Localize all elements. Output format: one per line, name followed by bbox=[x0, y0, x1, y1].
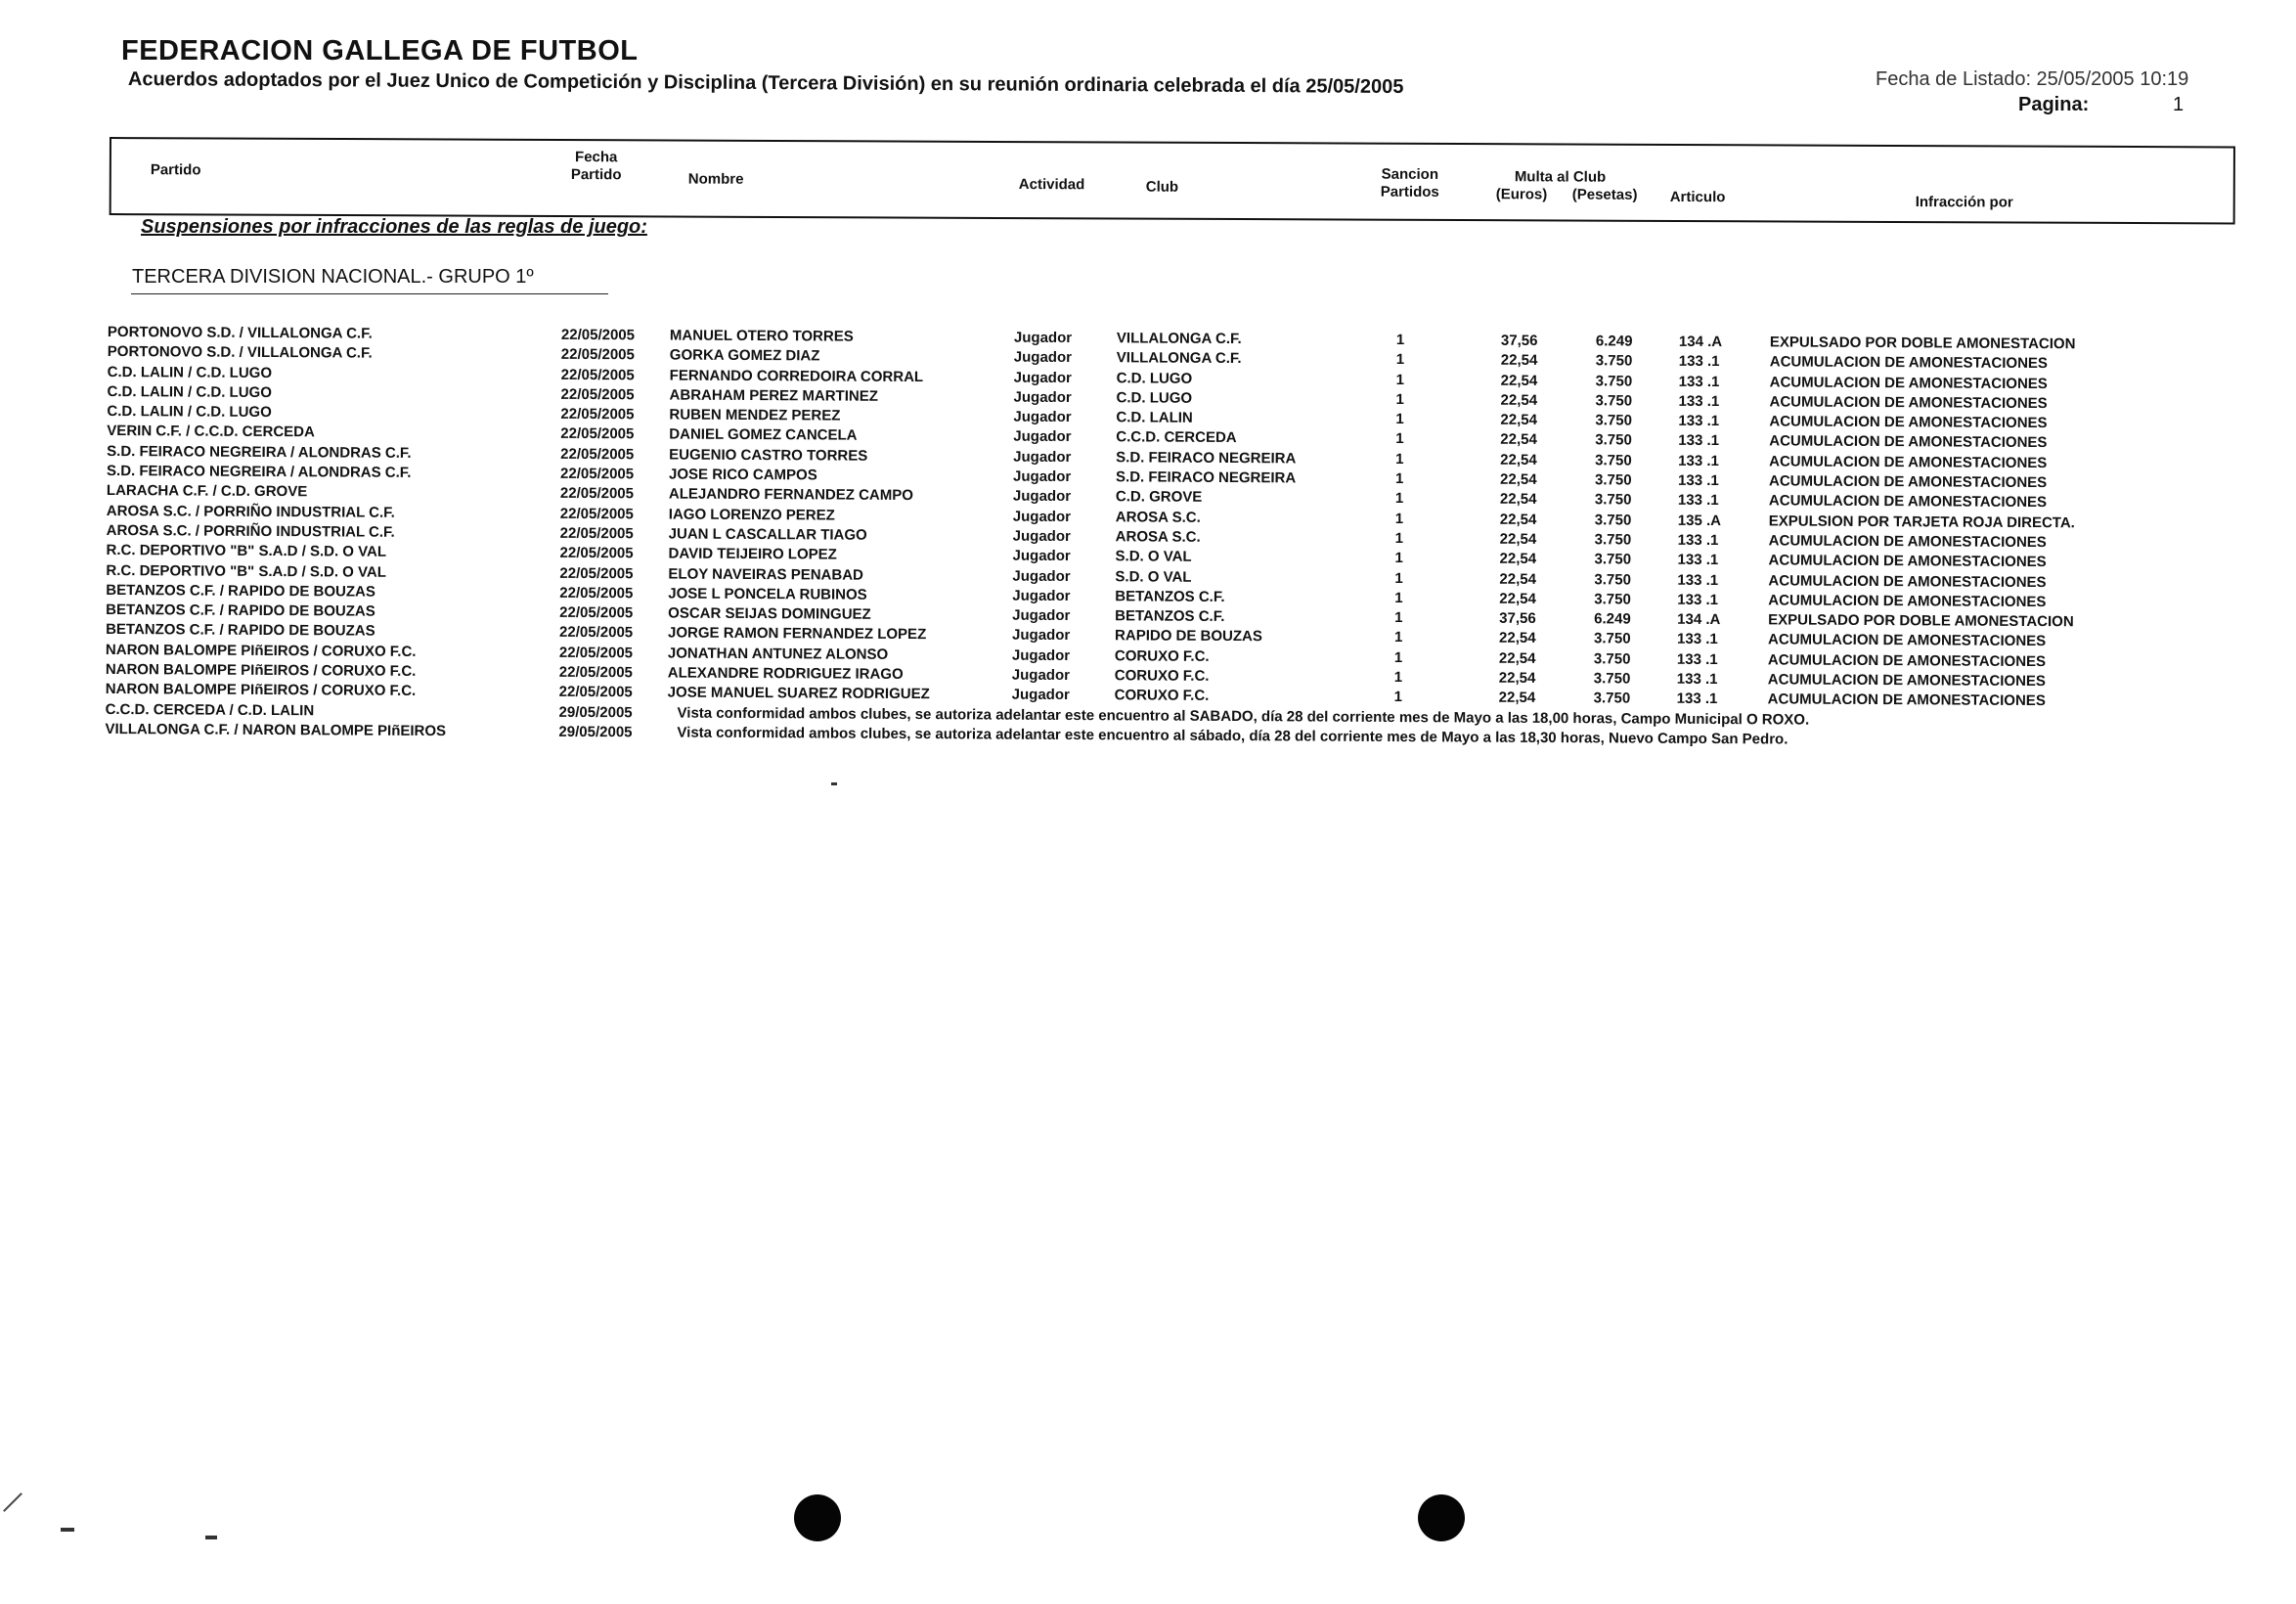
cell-euros: 22,54 bbox=[1499, 491, 1537, 509]
cell-article: 133 .1 bbox=[1678, 452, 1719, 469]
cell-infraction: ACUMULACION DE AMONESTACIONES bbox=[1768, 492, 2048, 512]
cell-date: 22/05/2005 bbox=[560, 425, 635, 443]
cell-match: PORTONOVO S.D. / VILLALONGA C.F. bbox=[107, 324, 373, 342]
cell-pesetas: 3.750 bbox=[1595, 352, 1633, 370]
cell-match: NARON BALOMPE PIñEIROS / CORUXO F.C. bbox=[105, 661, 417, 680]
cell-match: S.D. FEIRACO NEGREIRA / ALONDRAS C.F. bbox=[107, 463, 412, 481]
punch-hole-right bbox=[1418, 1494, 1465, 1541]
cell-sanction: 1 bbox=[1394, 510, 1404, 527]
cell-article: 133 .1 bbox=[1678, 373, 1720, 390]
cell-date: 22/05/2005 bbox=[559, 485, 635, 503]
cell-pesetas: 3.750 bbox=[1595, 392, 1633, 410]
cell-club: VILLALONGA C.F. bbox=[1116, 349, 1242, 368]
cell-pesetas: 3.750 bbox=[1594, 511, 1632, 529]
cell-sanction: 1 bbox=[1394, 569, 1403, 587]
cell-euros: 22,54 bbox=[1498, 690, 1536, 707]
cell-article: 133 .1 bbox=[1677, 471, 1719, 490]
cell-pesetas: 3.750 bbox=[1593, 650, 1631, 668]
cell-date: 22/05/2005 bbox=[558, 644, 634, 662]
cell-match: AROSA S.C. / PORRIÑO INDUSTRIAL C.F. bbox=[106, 521, 395, 541]
cell-infraction: ACUMULACION DE AMONESTACIONES bbox=[1769, 432, 2048, 452]
sanctions-table bbox=[105, 324, 2210, 753]
cell-pesetas: 3.750 bbox=[1595, 431, 1632, 450]
cell-name: DAVID TEIJEIRO LOPEZ bbox=[668, 545, 837, 563]
col-fecha-line2: Partido bbox=[570, 166, 622, 184]
cell-activity: Jugador bbox=[1012, 587, 1071, 604]
cell-infraction: ACUMULACION DE AMONESTACIONES bbox=[1769, 353, 2049, 373]
cell-club: C.D. LUGO bbox=[1116, 369, 1193, 387]
cell-sanction: 1 bbox=[1395, 470, 1404, 488]
cell-club: S.D. FEIRACO NEGREIRA bbox=[1116, 468, 1297, 487]
cell-club: S.D. O VAL bbox=[1115, 567, 1192, 586]
cell-date: 22/05/2005 bbox=[558, 663, 633, 682]
cell-infraction: EXPULSADO POR DOBLE AMONESTACION bbox=[1769, 334, 2076, 353]
col-sancion-line1: Sancion bbox=[1381, 165, 1439, 183]
cell-date: 22/05/2005 bbox=[559, 564, 634, 582]
cell-article: 133 .1 bbox=[1677, 492, 1719, 510]
cell-match: BETANZOS C.F. / RAPIDO DE BOUZAS bbox=[106, 581, 375, 601]
cell-sanction: 1 bbox=[1395, 371, 1405, 388]
cell-infraction: ACUMULACION DE AMONESTACIONES bbox=[1769, 413, 2048, 432]
cell-name: ELOY NAVEIRAS PENABAD bbox=[668, 565, 863, 584]
col-sancion-line2: Partidos bbox=[1380, 183, 1439, 200]
cell-club: BETANZOS C.F. bbox=[1115, 588, 1225, 605]
cell-activity: Jugador bbox=[1012, 527, 1071, 545]
cell-match: C.D. LALIN / C.D. LUGO bbox=[107, 403, 272, 422]
cell-date: 22/05/2005 bbox=[560, 385, 635, 404]
cell-article: 133 .1 bbox=[1678, 392, 1720, 410]
document-subtitle: Acuerdos adoptados por el Juez Unico de Competición y Disciplina (Tercera División) en su reunión ordinaria celebrada el día 25/05/2005 bbox=[127, 68, 1404, 98]
cell-activity: Jugador bbox=[1011, 646, 1071, 664]
col-sancion-partidos bbox=[1381, 166, 1439, 201]
cell-sanction: 1 bbox=[1394, 629, 1403, 646]
note-date: 29/05/2005 bbox=[558, 703, 633, 721]
cell-euros: 22,54 bbox=[1500, 411, 1538, 429]
cell-sanction: 1 bbox=[1395, 411, 1404, 428]
cell-activity: Jugador bbox=[1012, 606, 1071, 625]
col-club: Club bbox=[1145, 178, 1179, 196]
cell-euros: 22,54 bbox=[1499, 630, 1536, 647]
cell-match: LARACHA C.F. / C.D. GROVE bbox=[106, 482, 308, 501]
cell-sanction: 1 bbox=[1394, 550, 1403, 567]
cell-date: 22/05/2005 bbox=[560, 406, 635, 423]
section-title: Suspensiones por infracciones de las reglas de juego: bbox=[141, 216, 647, 238]
cell-match: R.C. DEPORTIVO "B" S.A.D / S.D. O VAL bbox=[106, 561, 386, 581]
group-title-underline bbox=[131, 293, 608, 294]
col-fecha-partido bbox=[571, 149, 622, 184]
cell-date: 22/05/2005 bbox=[559, 584, 634, 602]
cell-sanction: 1 bbox=[1394, 609, 1403, 627]
cell-activity: Jugador bbox=[1013, 329, 1073, 347]
cell-activity: Jugador bbox=[1013, 369, 1072, 386]
cell-pesetas: 3.750 bbox=[1594, 471, 1632, 489]
cell-club: VILLALONGA C.F. bbox=[1116, 330, 1242, 348]
page-label: Pagina: bbox=[2018, 94, 2090, 115]
cell-infraction: ACUMULACION DE AMONESTACIONES bbox=[1768, 472, 2048, 492]
cell-club: S.D. O VAL bbox=[1115, 548, 1192, 566]
cell-euros: 37,56 bbox=[1500, 332, 1538, 349]
cell-euros: 22,54 bbox=[1500, 372, 1538, 389]
cell-euros: 22,54 bbox=[1499, 590, 1536, 607]
cell-date: 22/05/2005 bbox=[559, 603, 634, 622]
note-date: 29/05/2005 bbox=[558, 723, 633, 741]
cell-sanction: 1 bbox=[1395, 450, 1404, 468]
cell-article: 133 .1 bbox=[1677, 571, 1719, 589]
cell-sanction: 1 bbox=[1395, 390, 1404, 408]
cell-infraction: ACUMULACION DE AMONESTACIONES bbox=[1768, 552, 2047, 571]
cell-name: JORGE RAMON FERNANDEZ LOPEZ bbox=[668, 624, 927, 644]
cell-article: 134 .A bbox=[1678, 333, 1723, 351]
cell-article: 133 .1 bbox=[1678, 413, 1720, 430]
cell-infraction: ACUMULACION DE AMONESTACIONES bbox=[1767, 691, 2046, 710]
cell-euros: 22,54 bbox=[1498, 669, 1536, 687]
cell-activity: Jugador bbox=[1013, 408, 1072, 426]
cell-name: JOSE L PONCELA RUBINOS bbox=[668, 585, 867, 603]
cell-club: C.D. LUGO bbox=[1116, 389, 1193, 407]
cell-name: OSCAR SEIJAS DOMINGUEZ bbox=[668, 604, 871, 623]
cell-article: 134 .A bbox=[1677, 610, 1721, 629]
cell-activity: Jugador bbox=[1013, 388, 1072, 406]
cell-date: 22/05/2005 bbox=[559, 545, 634, 562]
cell-infraction: ACUMULACION DE AMONESTACIONES bbox=[1768, 631, 2047, 650]
cell-activity: Jugador bbox=[1012, 508, 1072, 525]
cell-activity: Jugador bbox=[1013, 448, 1072, 466]
cell-activity: Jugador bbox=[1012, 488, 1072, 506]
cell-euros: 22,54 bbox=[1500, 431, 1537, 449]
cell-sanction: 1 bbox=[1395, 351, 1405, 369]
col-partido: Partido bbox=[150, 161, 201, 179]
cell-club: S.D. FEIRACO NEGREIRA bbox=[1116, 449, 1297, 468]
cell-pesetas: 6.249 bbox=[1595, 333, 1633, 350]
cell-club: C.D. LALIN bbox=[1116, 409, 1193, 426]
note-match: VILLALONGA C.F. / NARON BALOMPE PIñEIROS bbox=[105, 720, 447, 740]
cell-name: IAGO LORENZO PEREZ bbox=[668, 506, 835, 524]
cell-sanction: 1 bbox=[1395, 332, 1405, 349]
column-header-box bbox=[110, 137, 2235, 224]
listing-date: Fecha de Listado: 25/05/2005 10:19 bbox=[1876, 68, 2189, 90]
cell-sanction: 1 bbox=[1393, 669, 1403, 687]
cell-infraction: ACUMULACION DE AMONESTACIONES bbox=[1769, 393, 2048, 413]
scan-speck bbox=[831, 782, 837, 785]
cell-date: 22/05/2005 bbox=[558, 684, 633, 701]
cell-infraction: ACUMULACION DE AMONESTACIONES bbox=[1768, 571, 2047, 591]
cell-euros: 22,54 bbox=[1499, 550, 1537, 568]
cell-euros: 37,56 bbox=[1499, 609, 1536, 628]
cell-activity: Jugador bbox=[1011, 686, 1070, 704]
col-articulo: Articulo bbox=[1669, 188, 1726, 206]
cell-article: 133 .1 bbox=[1676, 650, 1718, 668]
cell-club: AROSA S.C. bbox=[1115, 528, 1201, 546]
cell-article: 133 .1 bbox=[1677, 552, 1719, 569]
cell-name: RUBEN MENDEZ PEREZ bbox=[669, 406, 841, 424]
cell-sanction: 1 bbox=[1394, 530, 1404, 548]
organization-title: FEDERACION GALLEGA DE FUTBOL bbox=[121, 35, 639, 67]
cell-pesetas: 3.750 bbox=[1594, 570, 1632, 589]
cell-sanction: 1 bbox=[1394, 490, 1404, 508]
cell-pesetas: 3.750 bbox=[1593, 670, 1631, 688]
page-edge-mark bbox=[3, 1493, 22, 1512]
cell-infraction: ACUMULACION DE AMONESTACIONES bbox=[1768, 532, 2047, 552]
cell-article: 133 .1 bbox=[1676, 670, 1718, 689]
cell-name: FERNANDO CORREDOIRA CORRAL bbox=[669, 367, 924, 385]
cell-name: JOSE RICO CAMPOS bbox=[669, 466, 817, 484]
cell-euros: 22,54 bbox=[1499, 530, 1537, 548]
cell-sanction: 1 bbox=[1395, 430, 1404, 448]
cell-date: 22/05/2005 bbox=[560, 326, 636, 344]
cell-name: JOSE MANUEL SUAREZ RODRIGUEZ bbox=[667, 684, 930, 703]
col-infraccion: Infracción por bbox=[1915, 194, 2013, 211]
cell-pesetas: 3.750 bbox=[1595, 372, 1633, 390]
cell-match: S.D. FEIRACO NEGREIRA / ALONDRAS C.F. bbox=[107, 442, 412, 462]
cell-club: CORUXO F.C. bbox=[1114, 667, 1210, 685]
cell-pesetas: 3.750 bbox=[1594, 531, 1632, 549]
cell-match: AROSA S.C. / PORRIÑO INDUSTRIAL C.F. bbox=[106, 502, 395, 521]
col-nombre: Nombre bbox=[687, 170, 744, 188]
cell-club: C.C.D. CERCEDA bbox=[1116, 428, 1237, 447]
cell-date: 22/05/2005 bbox=[560, 445, 635, 464]
cell-activity: Jugador bbox=[1012, 547, 1071, 565]
cell-name: ABRAHAM PEREZ MARTINEZ bbox=[669, 386, 878, 405]
col-euros: (Euros) bbox=[1495, 186, 1548, 203]
cell-name: ALEJANDRO FERNANDEZ CAMPO bbox=[668, 485, 914, 505]
cell-club: AROSA S.C. bbox=[1115, 508, 1201, 526]
cell-activity: Jugador bbox=[1012, 627, 1071, 645]
cell-date: 22/05/2005 bbox=[559, 624, 634, 642]
scan-speck bbox=[61, 1528, 74, 1532]
cell-activity: Jugador bbox=[1012, 567, 1071, 585]
col-pesetas: (Pesetas) bbox=[1571, 186, 1638, 203]
scan-speck bbox=[205, 1536, 217, 1539]
cell-sanction: 1 bbox=[1393, 648, 1403, 666]
cell-article: 133 .1 bbox=[1677, 591, 1719, 608]
cell-pesetas: 3.750 bbox=[1594, 491, 1632, 509]
cell-match: NARON BALOMPE PIñEIROS / CORUXO F.C. bbox=[105, 681, 417, 700]
cell-match: BETANZOS C.F. / RAPIDO DE BOUZAS bbox=[106, 602, 375, 620]
cell-sanction: 1 bbox=[1394, 589, 1403, 606]
note-text: Vista conformidad ambos clubes, se autoriza adelantar este encuentro al sábado, día 28 del corriente mes de Mayo a las 18,30 horas, Nuevo Campo San Pedro. bbox=[677, 724, 1788, 748]
cell-name: JUAN L CASCALLAR TIAGO bbox=[668, 525, 867, 544]
cell-euros: 22,54 bbox=[1500, 470, 1537, 489]
cell-pesetas: 3.750 bbox=[1594, 630, 1631, 647]
cell-activity: Jugador bbox=[1013, 468, 1072, 486]
cell-pesetas: 3.750 bbox=[1595, 452, 1632, 469]
cell-match: VERIN C.F. / C.C.D. CERCEDA bbox=[107, 423, 315, 441]
cell-activity: Jugador bbox=[1013, 428, 1072, 446]
cell-date: 22/05/2005 bbox=[560, 346, 635, 364]
cell-club: RAPIDO DE BOUZAS bbox=[1115, 627, 1262, 646]
cell-name: MANUEL OTERO TORRES bbox=[669, 327, 854, 345]
cell-euros: 22,54 bbox=[1498, 649, 1536, 667]
cell-activity: Jugador bbox=[1013, 348, 1073, 367]
cell-infraction: EXPULSION POR TARJETA ROJA DIRECTA. bbox=[1768, 512, 2075, 531]
cell-pesetas: 6.249 bbox=[1594, 610, 1631, 628]
note-text: Vista conformidad ambos clubes, se autoriza adelantar este encuentro al SABADO, día 28 del corriente mes de Mayo a las 18,00 horas, Campo Municipal O ROXO. bbox=[677, 704, 1810, 729]
cell-euros: 22,54 bbox=[1499, 570, 1537, 588]
cell-infraction: ACUMULACION DE AMONESTACIONES bbox=[1767, 651, 2047, 670]
cell-club: CORUXO F.C. bbox=[1114, 647, 1210, 665]
cell-article: 133 .1 bbox=[1677, 531, 1719, 550]
cell-infraction: EXPULSADO POR DOBLE AMONESTACION bbox=[1768, 611, 2074, 631]
cell-match: NARON BALOMPE PIñEIROS / CORUXO F.C. bbox=[105, 641, 417, 660]
punch-hole-left bbox=[794, 1494, 841, 1541]
cell-sanction: 1 bbox=[1393, 689, 1403, 706]
cell-name: ALEXANDRE RODRIGUEZ IRAGO bbox=[667, 664, 904, 684]
cell-date: 22/05/2005 bbox=[560, 366, 635, 383]
col-multa: Multa al Club bbox=[1514, 168, 1607, 186]
cell-infraction: ACUMULACION DE AMONESTACIONES bbox=[1767, 671, 2047, 691]
cell-article: 133 .1 bbox=[1677, 631, 1718, 648]
cell-name: GORKA GOMEZ DIAZ bbox=[669, 346, 820, 365]
cell-club: CORUXO F.C. bbox=[1114, 687, 1210, 705]
cell-euros: 22,54 bbox=[1500, 391, 1538, 409]
cell-name: EUGENIO CASTRO TORRES bbox=[669, 446, 868, 465]
cell-date: 22/05/2005 bbox=[559, 505, 634, 522]
cell-club: BETANZOS C.F. bbox=[1115, 607, 1225, 626]
cell-match: C.D. LALIN / C.D. LUGO bbox=[107, 382, 272, 401]
cell-match: BETANZOS C.F. / RAPIDO DE BOUZAS bbox=[106, 621, 375, 641]
cell-infraction: ACUMULACION DE AMONESTACIONES bbox=[1769, 373, 2048, 392]
cell-infraction: ACUMULACION DE AMONESTACIONES bbox=[1769, 453, 2048, 471]
cell-activity: Jugador bbox=[1011, 666, 1071, 685]
cell-infraction: ACUMULACION DE AMONESTACIONES bbox=[1768, 592, 2047, 610]
cell-euros: 22,54 bbox=[1499, 511, 1537, 528]
cell-name: DANIEL GOMEZ CANCELA bbox=[669, 425, 858, 445]
cell-match: PORTONOVO S.D. / VILLALONGA C.F. bbox=[107, 343, 373, 362]
cell-match: R.C. DEPORTIVO "B" S.A.D / S.D. O VAL bbox=[106, 542, 387, 561]
cell-pesetas: 3.750 bbox=[1595, 412, 1633, 429]
col-actividad: Actividad bbox=[1018, 176, 1085, 194]
cell-article: 133 .1 bbox=[1676, 691, 1718, 708]
cell-euros: 22,54 bbox=[1500, 451, 1537, 468]
note-match: C.C.D. CERCEDA / C.D. LALIN bbox=[105, 700, 315, 719]
cell-pesetas: 3.750 bbox=[1594, 591, 1631, 608]
cell-article: 133 .1 bbox=[1678, 432, 1720, 450]
cell-article: 135 .A bbox=[1677, 512, 1722, 529]
page-number: 1 bbox=[2173, 94, 2185, 115]
cell-euros: 22,54 bbox=[1500, 352, 1538, 370]
cell-date: 22/05/2005 bbox=[559, 524, 634, 543]
group-title: TERCERA DIVISION NACIONAL.- GRUPO 1º bbox=[132, 266, 534, 288]
cell-date: 22/05/2005 bbox=[560, 465, 635, 483]
col-fecha-line1: Fecha bbox=[575, 149, 618, 166]
cell-pesetas: 3.750 bbox=[1593, 690, 1631, 707]
cell-name: JONATHAN ANTUNEZ ALONSO bbox=[667, 645, 889, 663]
cell-pesetas: 3.750 bbox=[1594, 551, 1632, 568]
cell-club: C.D. GROVE bbox=[1115, 488, 1203, 507]
cell-article: 133 .1 bbox=[1678, 353, 1720, 371]
cell-match: C.D. LALIN / C.D. LUGO bbox=[107, 363, 273, 381]
